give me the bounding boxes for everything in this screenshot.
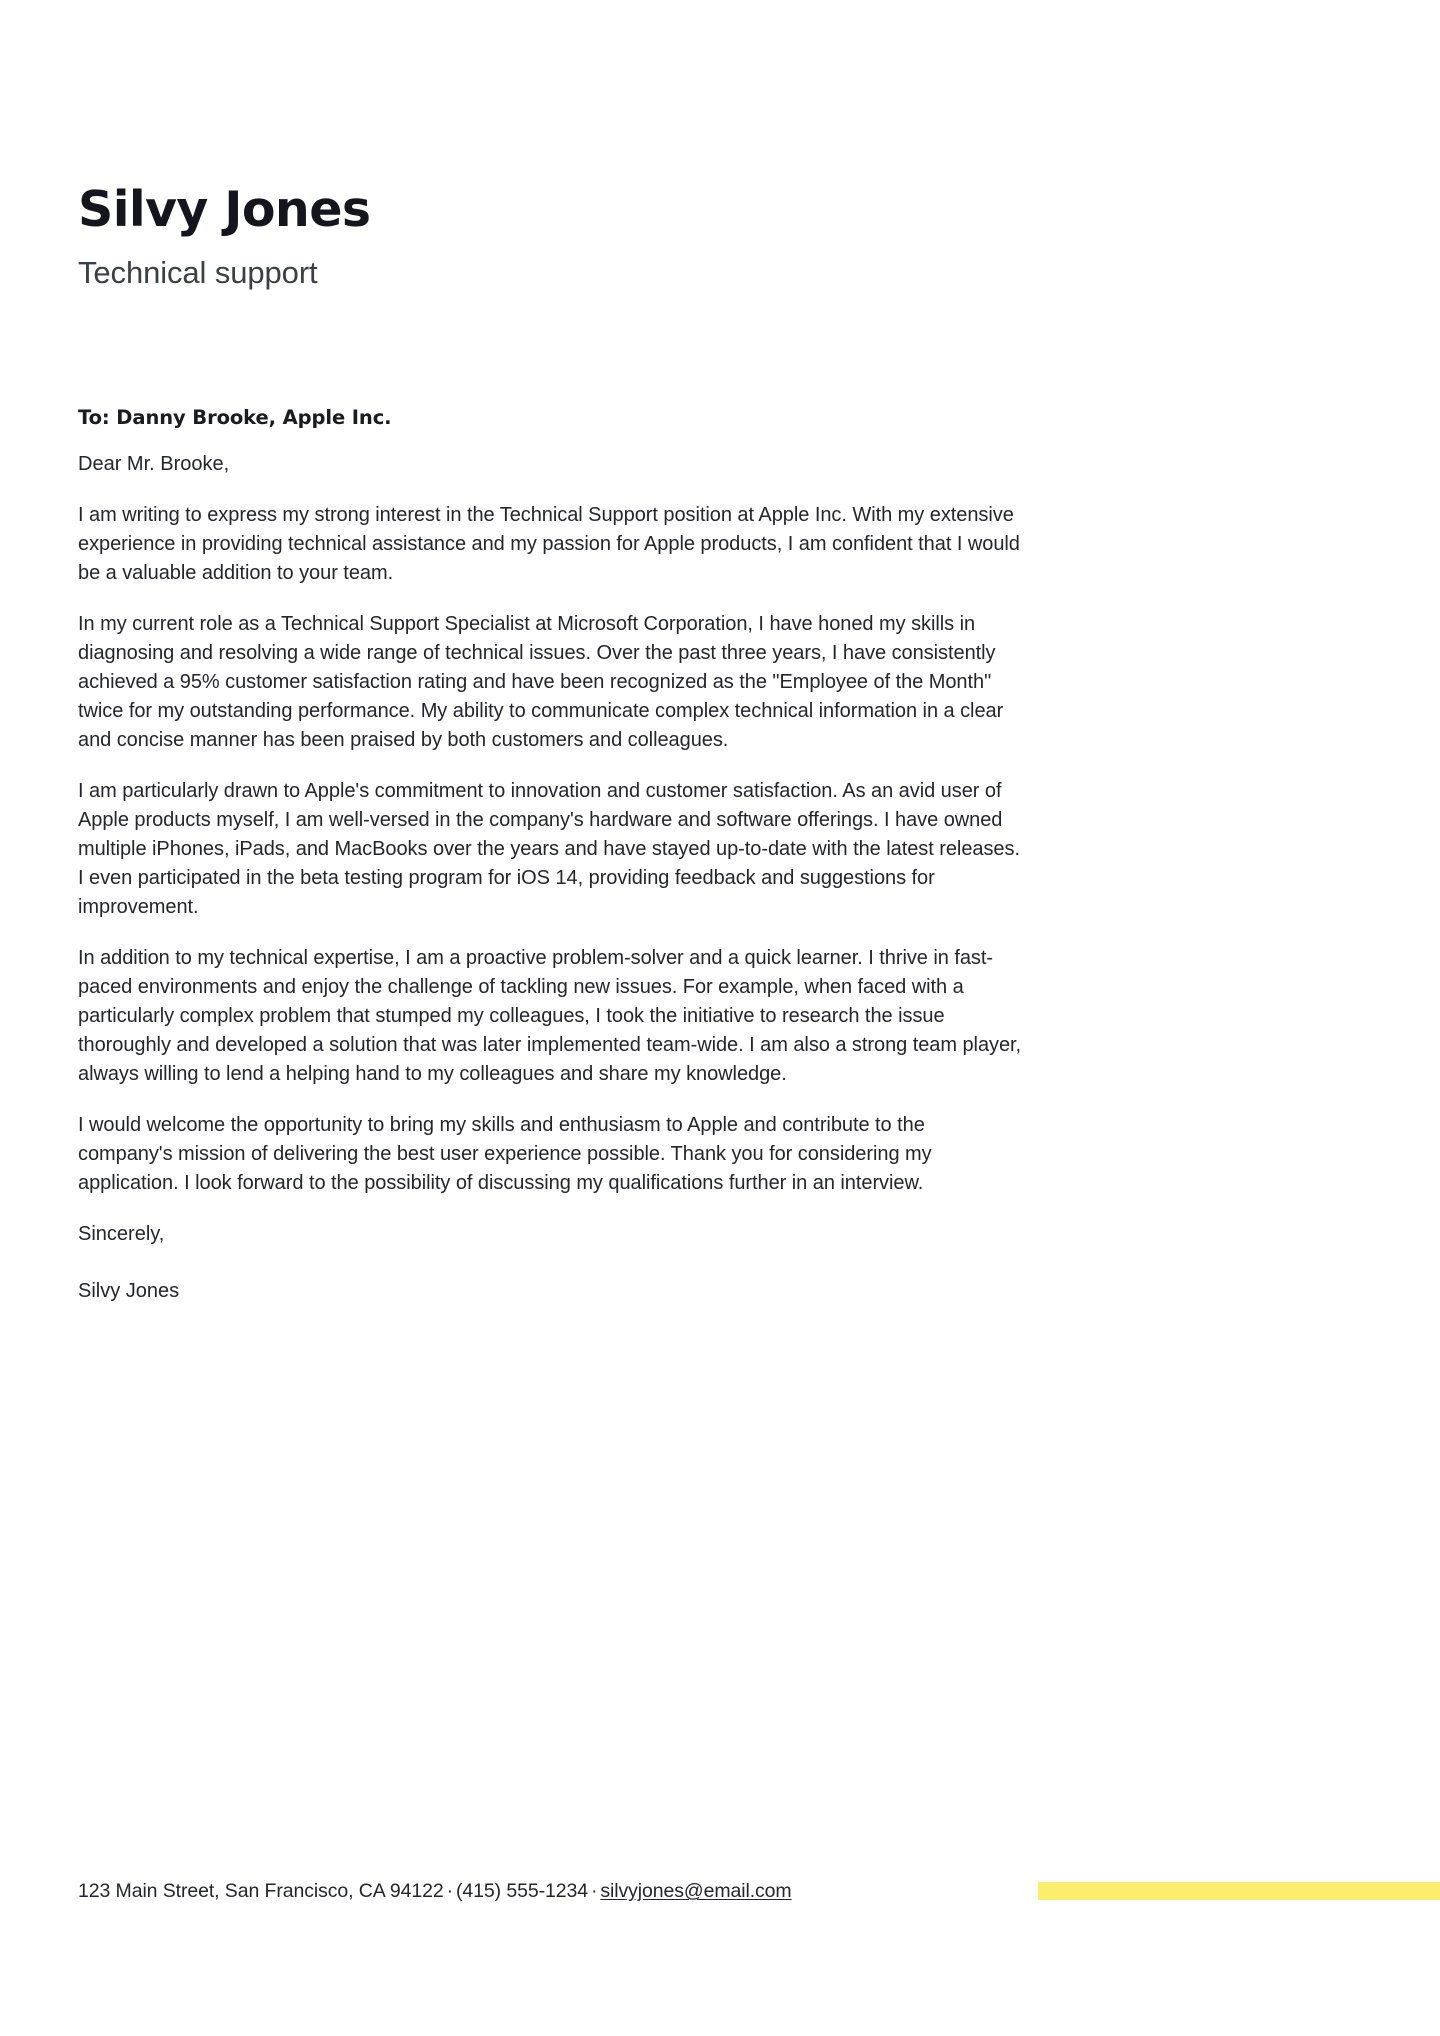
footer-email-link[interactable]: silvyjones@email.com (600, 1880, 792, 1902)
salutation-line: Dear Mr. Brooke, (78, 453, 230, 476)
page-footer (0, 1876, 1440, 1916)
contact-info (78, 1876, 792, 1906)
page-title: Silvy Jones (78, 181, 371, 238)
footer-separator: · (446, 1880, 454, 1902)
recipient-line: To: Danny Brooke, Apple Inc. (78, 406, 392, 429)
accent-bar (1038, 1882, 1440, 1900)
closing-line: Sincerely, (78, 1223, 165, 1246)
footer-separator: · (590, 1880, 598, 1902)
job-title-subtitle: Technical support (78, 255, 318, 290)
letter-paragraph: I am writing to express my strong interest in the Technical Support position at Apple Inc. With my extensive experience in providing technical assistance and my passion for Apple products, I am confident that I would be a valuable addition to your team. (78, 504, 1020, 585)
signature-name: Silvy Jones (78, 1280, 180, 1303)
letter-paragraph: I am particularly drawn to Apple's commitment to innovation and customer satisfaction. As an avid user of Apple products myself, I am well-versed in the company's hardware and software offerings. I have owned multiple iPhones, iPads, and MacBooks over the years and have stayed up-to-date with the latest releases. I even participated in the beta testing program for iOS 14, providing feedback and suggestions for improvement. (78, 780, 1020, 919)
footer-phone: (415) 555-1234 (456, 1880, 588, 1902)
letter-paragraph: In my current role as a Technical Support Specialist at Microsoft Corporation, I have honed my skills in diagnosing and resolving a wide range of technical issues. Over the past three years, I have consistently achieved a 95% customer satisfaction rating and have been recognized as the "Employee of the Month" twice for my outstanding performance. My ability to communicate complex technical information in a clear and concise manner has been praised by both customers and colleagues. (78, 613, 1004, 752)
letter-paragraph: I would welcome the opportunity to bring my skills and enthusiasm to Apple and contribute to the company's mission of delivering the best user experience possible. Thank you for considering my application. I look forward to the possibility of discussing my qualifications further in an interview. (78, 1114, 932, 1195)
letterhead (78, 181, 1078, 290)
letter-body (78, 404, 1023, 1306)
footer-address: 123 Main Street, San Francisco, CA 94122 (78, 1880, 444, 1902)
letter-paragraph: In addition to my technical expertise, I am a proactive problem-solver and a quick learner. I thrive in fast-paced environments and enjoy the challenge of tackling new issues. For example, when faced with a particularly complex problem that stumped my colleagues, I took the initiative to research the issue thoroughly and developed a solution that was later implemented team-wide. I am also a strong team player, always willing to lend a helping hand to my colleagues and share my knowledge. (78, 947, 1022, 1086)
